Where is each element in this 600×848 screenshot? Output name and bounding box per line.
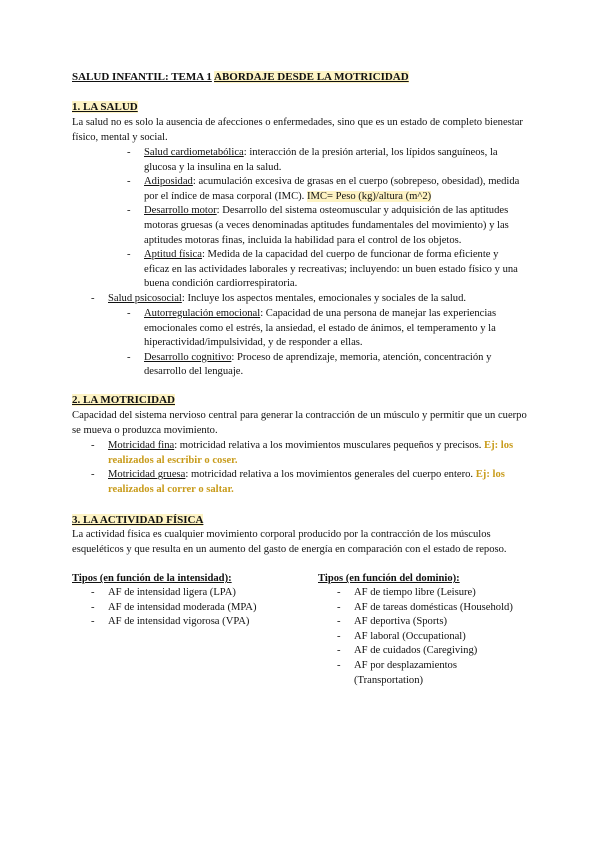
list-item: - Motricidad fina: motricidad relativa a los movimientos musculares pequeños y precisos. Ej: los realizados al escribir o coser.	[91, 440, 514, 466]
list-item: - Autorregulación emocional: Capacidad de una persona de manejar las experiencias emocionales como el estrés, la ansiedad, el estado de ánimos, el temperamento y la hiperactividad/impulsividad, y de responder a ellas.	[127, 308, 497, 349]
list-item: - AF de cuidados (Caregiving)	[337, 645, 478, 657]
list-item: - AF de tiempo libre (Leisure)	[337, 587, 476, 598]
intensity-types-heading: Tipos (en función de la intensidad):	[72, 573, 232, 584]
list-item: - Aptitud física: Medida de la capacidad del cuerpo de funcionar de forma eficiente y eficaz en las actividades laborales y recreativas; incluyendo: un buen estado físico y una buena condición cardiorrespiratoria.	[127, 249, 518, 290]
title-prefix: SALUD INFANTIL: TEMA 1	[72, 71, 212, 83]
salud-list	[127, 146, 524, 292]
list-item: - Desarrollo motor: Desarrollo del sistema osteomuscular y adquisición de las aptitudes motoras gruesas (a veces denominadas aptitudes fundamentales del movimiento) y las aptitudes motoras finas, incluida la habilidad para el control de los objetos.	[127, 205, 509, 246]
psico-list	[91, 292, 528, 307]
domain-list	[337, 586, 534, 688]
psico-sub-list	[127, 307, 524, 380]
section-1-heading: 1. LA SALUD	[72, 101, 138, 113]
document-title	[72, 70, 409, 85]
list-item: - Salud psicosocial: Incluye los aspectos mentales, emocionales y sociales de la salud.	[91, 293, 467, 304]
domain-types-heading: Tipos (en función del dominio):	[318, 573, 460, 584]
list-item: - AF de intensidad vigorosa (VPA)	[91, 616, 250, 628]
section-3-heading: 3. LA ACTIVIDAD FÍSICA	[72, 514, 204, 526]
list-item: - Desarrollo cognitivo: Proceso de aprendizaje, memoria, atención, concentración y desarrollo del lenguaje.	[127, 351, 492, 378]
list-item: - AF por desplazamientos (Transportation)	[337, 659, 457, 686]
title-rest: ABORDAJE DESDE LA MOTRICIDAD	[214, 71, 409, 83]
section-2-heading: 2. LA MOTRICIDAD	[72, 394, 175, 406]
list-item: - AF de intensidad moderada (MPA)	[91, 601, 257, 613]
list-item: - AF de intensidad ligera (LPA)	[91, 587, 236, 598]
list-item: - Salud cardiometabólica: interacción de la presión arterial, los lípidos sanguíneos, la glucosa y la insulina en la salud.	[127, 147, 498, 173]
list-item: - Motricidad gruesa: motricidad relativa a los movimientos generales del cuerpo entero. Ej: los realizados al correr o saltar.	[91, 469, 505, 495]
list-item: - AF laboral (Occupational)	[337, 630, 466, 642]
motricidad-list	[91, 439, 528, 497]
intensity-list	[91, 586, 298, 630]
list-item: - AF deportiva (Sports)	[337, 616, 447, 628]
list-item: - Adiposidad: acumulación excesiva de grasas en el cuerpo (sobrepeso, obesidad), medida por el índice de masa corporal (IMC). IMC= Peso (kg)/altura (m^2)	[127, 176, 520, 202]
list-item: - AF de tareas domésticas (Household)	[337, 601, 513, 613]
section-2-intro: Capacidad del sistema nervioso central para generar la contracción de un músculo y permitir que un cuerpo se mueva o produzca movimiento.	[72, 410, 527, 436]
section-1-intro: La salud no es solo la ausencia de afecciones o enfermedades, sino que es un estado de completo bienestar físico, mental y social.	[72, 117, 523, 143]
section-3-intro: La actividad física es cualquier movimiento corporal producido por la contracción de los músculos esqueléticos y que resulta en un aumento del gasto de energía en comparación con el estado de reposo.	[72, 529, 507, 555]
